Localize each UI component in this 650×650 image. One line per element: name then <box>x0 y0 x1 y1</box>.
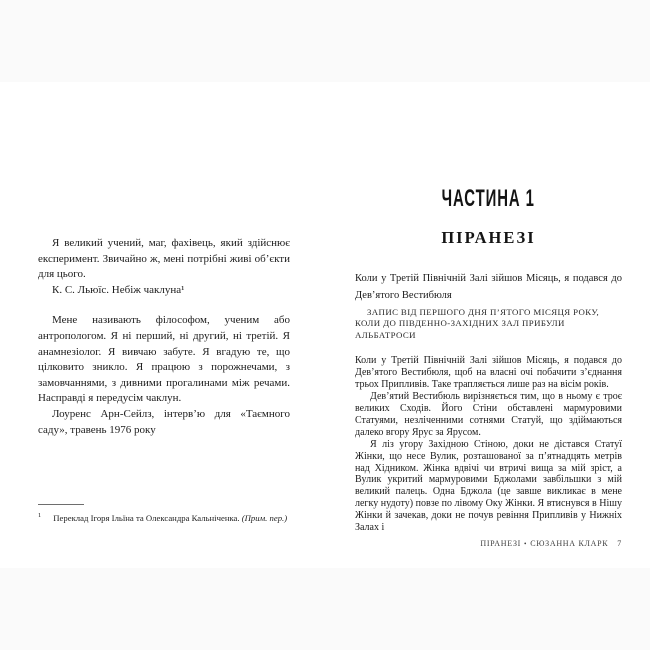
chapter-title: ПІРАНЕЗІ <box>441 228 536 247</box>
right-page <box>355 82 622 568</box>
footnote <box>38 504 290 524</box>
paragraph: Лоуренс Арн-Сейлз, інтерв’ю для «Таємного саду», травень 1976 року <box>38 407 290 436</box>
book-spread <box>0 82 650 568</box>
footnote-rule <box>38 504 84 505</box>
epigraph-paragraphs <box>38 313 290 438</box>
footnote-note: (Прим. пер.) <box>241 512 288 523</box>
footnote-line <box>38 510 290 524</box>
footnote-marker: 1 <box>38 512 42 519</box>
part-heading-text: ЧАСТИНА 1 <box>441 185 536 212</box>
epigraph-quote <box>38 236 290 298</box>
paragraph: Я ліз угору Західною Стіною, доки не дістався Статуї Жінки, що несе Вулик, розташованої за п’ятнадцять метрів над Хідником. Жінка вдвічі чи втричі вища за мій зріст, а Вулик укритий мармуровими Бджолами завбільшки з мій великий палець. Одна Бджола (це завше викликає в мене легку нудоту) повзе по лівому Оку Жінки. Я втиснувся в Нішу Жінки й зачекав, доки не почув ревіння Припливів у Нижніх Залах і <box>355 438 622 534</box>
running-footer <box>355 539 622 548</box>
footer-page-number: 7 <box>617 539 622 548</box>
footnote-text: Переклад Ігоря Ільїна та Олександра Кальніченка. <box>53 512 240 523</box>
left-page <box>38 82 290 568</box>
paragraph: Я великий учений, маг, фахівець, який здійснює експеримент. Звичайно ж, мені потрібні живі об’єкти для цього. <box>38 237 290 281</box>
footer-book-title: ПІРАНЕЗІ <box>480 539 522 548</box>
footer-author: СЮЗАННА КЛАРК <box>530 539 609 548</box>
entry-subtitle: ЗАПИС ВІД ПЕРШОГО ДНЯ П’ЯТОГО МІСЯЦЯ РОКУ, КОЛИ ДО ПІВДЕННО-ЗАХІДНИХ ЗАЛ ПРИБУЛИ АЛЬБАТРОСИ <box>355 306 600 340</box>
part-heading <box>355 186 622 212</box>
entry-title: Коли у Третій Північній Залі зійшов Місяць, я подався до Дев’ятого Вестибюля <box>355 273 622 301</box>
paragraph: Мене називають філософом, ученим або антропологом. Я ні перший, ні другий, ні третій. Я анамнезіолог. Я вивчаю забуте. Я вгадую те, що цілковито зникло. Я працюю з порожнечами, з замовчаннями, з дивними прогалинами між речами. Насправді я передусім чаклун. <box>38 314 290 405</box>
footer-separator: • <box>524 540 528 548</box>
paragraph: К. С. Льюїс. Небіж чаклуна¹ <box>52 283 185 296</box>
paragraph: Коли у Третій Північній Залі зійшов Місяць, я подався до Дев’ятого Вестибюля, щоб на власні очі побачити з’єднання трьох Припливів. Таке трапляється лише раз на вісім років. <box>355 355 622 391</box>
paragraph: Дев’ятий Вестибюль вирізняється тим, що в ньому є троє великих Сходів. Його Стіни обставлені мармуровими Статуями, незліченними сотнями Статуй, що здіймаються далеко вгору Ярус за Ярусом. <box>355 391 622 438</box>
body-text <box>355 355 622 534</box>
